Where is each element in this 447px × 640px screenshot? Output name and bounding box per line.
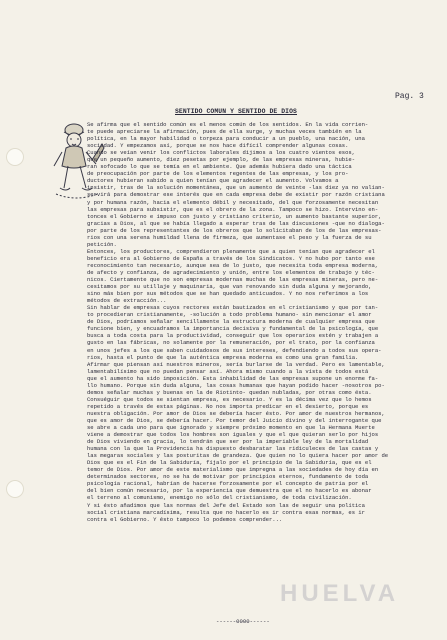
article-body <box>87 121 439 523</box>
text-line: beneficio era al Gobierno de España a través de los Sindicatos. Y no hubo por tanto ese <box>87 254 375 262</box>
text-line: y por humana razón, hacia el elemento débil y necesitado, del que forzosamente necesitan <box>87 198 379 206</box>
text-line: cesitamos por su utillaje y maquinaria, que van renovando sin duda alguna y mejorando, <box>87 283 372 291</box>
text-line: rios con una serena humildad llena de firmeza, que aumentase el peso y la fuerza de su <box>87 233 372 241</box>
text-line: repetido a través de estas páginas. No nos importa predicar en el desierto, porque es <box>87 402 369 410</box>
text-line: las megaras sociales y las posturitas de grandeza. Que quien no lo quiera hacer por amor de <box>87 452 389 460</box>
text-line: de preocupación por parte de los elementos regentes de las empresas, y los pro- <box>87 170 349 178</box>
text-line: Se afirma que el sentido común es el menos común de los sentidos. En la vida corrien- <box>87 121 369 128</box>
text-line: Afirmar que piensan así nuestros mineros, sería burlarse de la verdad. Pero es lamentable, <box>87 360 385 368</box>
text-line: sociedad. Y empezamos así, porque se nos hace difícil comprender algunas cosas. <box>87 142 349 150</box>
text-line: nicos. Ciertamente que no son empresas modernas muchas de las empresas mineras, pero ne- <box>87 276 379 284</box>
text-line: rios, hasta el punto de que la auténtica empresa moderna es como una gran familia. <box>87 353 359 361</box>
text-line: que es amor de Dios, se debería hacer. Por temor del Juicio divino y del interrogante que <box>87 416 382 424</box>
end-mark: ------0000------ <box>216 618 270 625</box>
text-line: temor de Dios. Por amor de este materialismo que impregna a las sociedades de hoy día en <box>87 466 379 474</box>
text-line: de Dios viviendo en gracia, lo tendrán que ser por la imperiable ley de la mortalidad <box>87 438 369 446</box>
text-line: por parte de los representantes de los obreros que lo solicitaban de los de las empresas- <box>87 226 382 234</box>
text-line: el terreno al comunismo, enemigo no sólo del cristianismo, de toda civilización. <box>87 494 352 502</box>
text-line: que el aumento ha sido imposición. Esta inhabilidad de las empresas supone un enorme fa- <box>87 374 379 382</box>
text-line: Y si ésto añadimos que las normas del Jefe del Estado son las de seguir una política <box>87 501 365 509</box>
text-line: reconocimiento tan necesario, aunque sea de lo justo, que necesita toda empresa moderna, <box>87 261 379 269</box>
text-line: lamentabilísimo que no puedan pensar así. Ahora mismo cuando a la vista de todos está <box>87 367 369 375</box>
text-line: contra el Gobierno. Y ésto tampoco lo podemos comprender... <box>87 515 283 523</box>
text-line: tonces el Gobierno e impuso con justo y cristiano criterio, un aumento bastante superior, <box>87 212 382 220</box>
text-line: Cuando se veían venir los conflictos laborales dijimos a los cuatro vientos esos, <box>87 149 356 157</box>
text-line: llo humano. Porque sin duda alguna, las cosas humanas que hayan podido hacer -nosotros po- <box>87 381 385 389</box>
text-line: busca a toda costa para la productividad, conseguir que los operarios estén y trabajen a <box>87 332 379 340</box>
text-line: determinados sectores, no se ha de motivar por principios eternos, fundamento de toda <box>87 473 369 481</box>
text-line: demos señalar muchas y buenas en la de Riotinto- quedan nubladas, por otras como ésta. <box>87 388 372 396</box>
text-line: petición. <box>87 240 117 248</box>
punch-hole <box>6 148 24 166</box>
page-number: Pag. 3 <box>395 92 424 101</box>
text-line: psicología racional, habrían de hacerse forzosamente por el concepto de patria por el <box>87 480 369 488</box>
text-line: te puede apreciarse la afirmación, pues de ella surge, y muchas veces también en la <box>87 128 362 136</box>
text-line: Dios que es el Fin de la Sabiduría, fíjalo por el principio de la Sabiduría, que es el <box>87 459 372 467</box>
text-line: métodos de extracción... <box>87 297 167 305</box>
text-line: funcione bien, y encuadramos la importancia decisiva y fundamental de la psicología, que <box>87 325 379 333</box>
text-line: del bien común necesario, por la experiencia que demuestra que el no hacerlo es abonar <box>87 487 372 495</box>
text-line: ran sofocado lo que se temía en el ambiente. Que además hubiera dado una táctica <box>87 163 352 171</box>
text-line: política, en la mayor habilidad o torpeza para conducir a un pueblo, una nación, una <box>87 135 365 143</box>
text-line: en unos jefes a los que saben cuidadosos de sus intereses, defendiendo a todos sus opera- <box>87 346 382 354</box>
text-line: las empresas para subsistir, que es el obrero de la zona. Tampoco se hizo. Intervino en- <box>87 205 379 213</box>
text-line: social cristiana marcadísima, resulta que no hacerlo es ir contra esas normas, es ir <box>87 508 365 516</box>
text-line: que un pequeño aumento, diez pesetas por ejemplo, de las empresas mineras, hubie- <box>87 156 356 164</box>
text-line: viene a demostrar que todos los hombres son iguales y que el que quieran serlo por hijos <box>87 431 379 439</box>
text-line: nuestra obligación. Por amor de Dios se debería hacer ésto. Por amor de nuestros hermanos, <box>87 409 385 417</box>
text-line: Entonces, los productores, comprendieron plenamente que a quien tenían que agradecer el <box>87 247 375 255</box>
text-line: humana con la que la Providencia ha dispuesto desbaratar las ridiculeces de las castas y <box>87 445 379 453</box>
archive-watermark: HUELVA <box>280 580 400 607</box>
text-line: de Dios, podríamos señalar sencillamente la estructura moderna de cualquier empresa que <box>87 318 375 326</box>
text-line: gusto en las fábricas, no solamente por la remuneración, por el trato, por la confianza <box>87 339 375 347</box>
text-line: insistir, tras de la solución momentánea, que un aumento de veinte -las diez ya no valían- <box>87 184 385 192</box>
punch-hole <box>6 480 24 498</box>
article-title: SENTIDO COMUN Y SENTIDO DE DIOS <box>175 108 297 115</box>
text-line: servirá para demostrar ese interés que en cada empresa debe de existir por razón cristiana <box>87 191 385 199</box>
text-line: Sin hablar de empresas cuyos rectores están bautizados en el cristianismo y que por tan- <box>87 304 379 312</box>
text-line: ductores hubieran sabido a quien tenían que agradecer el aumento. Volvamos a <box>87 177 339 185</box>
text-line: Consuéguir que todos se sientan empresa, es necesario. Y es la décima vez que lo hemos <box>87 395 372 403</box>
text-line: se abre a cada uno para que ignorado y siempre próximo momento en que la Hermana Muerte <box>87 424 375 432</box>
text-line: de afecto y confianza, de agradecimiento y unión, entre los elementos de trabajo y téc- <box>87 268 375 276</box>
text-line: gracias a Dios, al que se había llegado a esperar tras de las discusiones -que no dialoga- <box>87 219 385 227</box>
text-line: to procedieran cristianamente, -solución a todo problema humano- sin mencionar el amor <box>87 311 372 319</box>
text-line: sino más bien por sus métodos que se han quedado anticuados. Y no nos referimos a los <box>87 290 369 298</box>
